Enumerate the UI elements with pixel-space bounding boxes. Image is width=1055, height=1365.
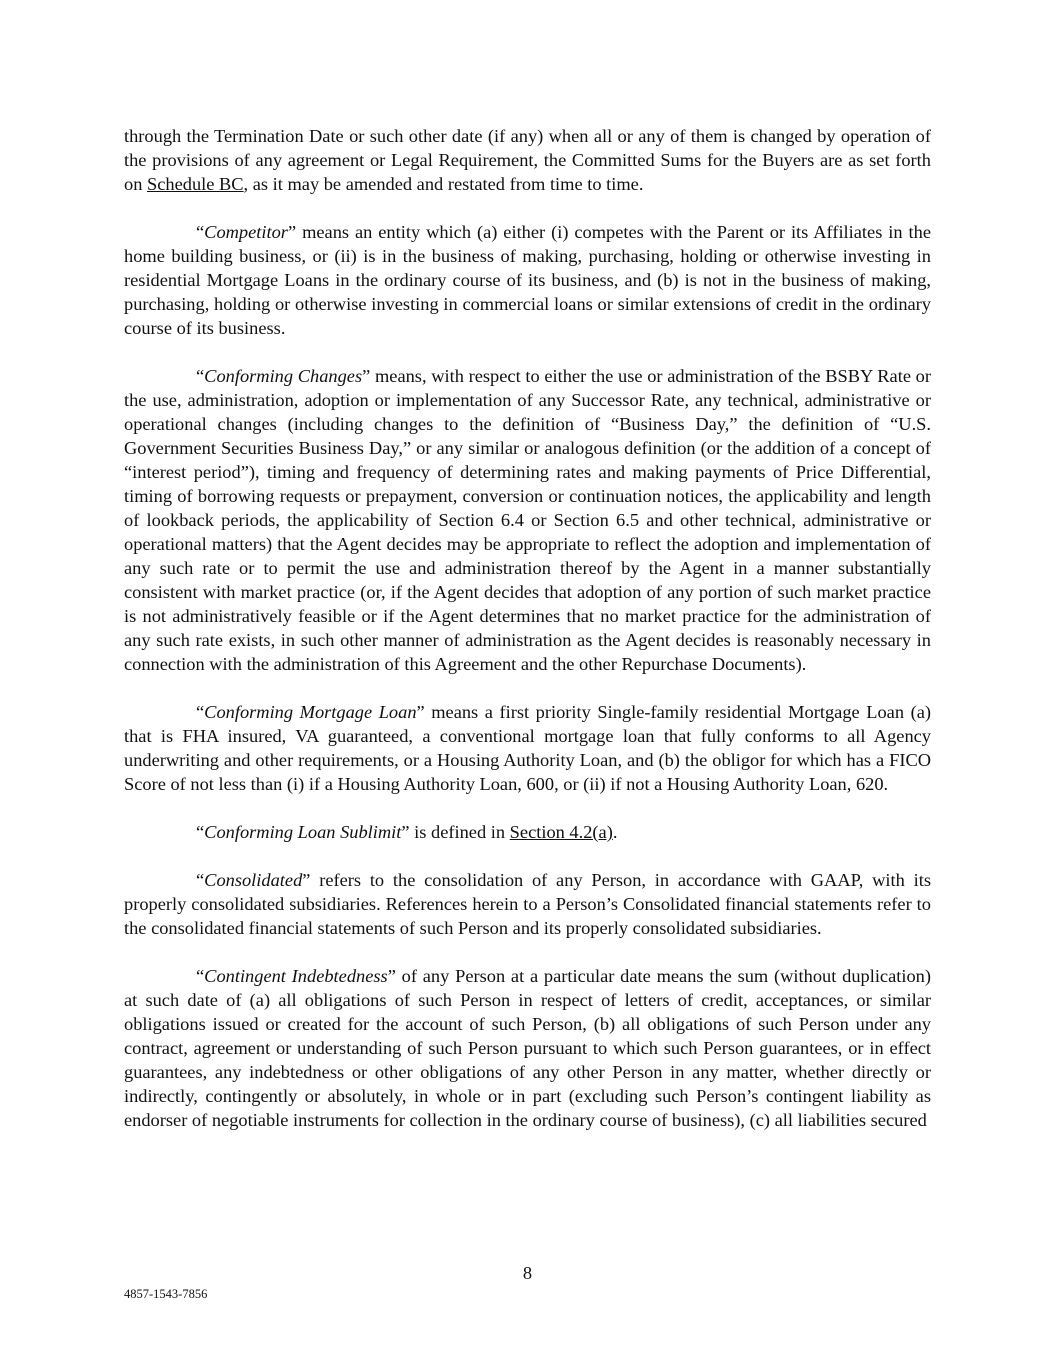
open-quote: “	[196, 366, 205, 386]
open-quote: “	[196, 966, 205, 986]
definition-conforming-changes	[124, 364, 931, 676]
open-quote: “	[196, 822, 205, 842]
open-quote: “	[196, 222, 205, 242]
close-quote: ”	[387, 966, 396, 986]
open-quote: “	[196, 870, 205, 890]
definition-contingent-indebtedness	[124, 964, 931, 1132]
section-4-2a-reference[interactable]: Section 4.2(a)	[509, 822, 613, 842]
close-quote: ”	[362, 366, 371, 386]
period: .	[612, 822, 618, 842]
paragraph-text: through the Termination Date or such other date (if any) when all or any of them is changed by operation of the provisions of any agreement or Legal Requirement, the Committed Sums for the Buyers are as set forth on	[124, 126, 931, 194]
schedule-bc-reference[interactable]: Schedule BC	[147, 174, 244, 194]
definition-body: means an entity which (a) either (i) competes with the Parent or its Affiliates in the home building business, or (ii) is in the business of making, purchasing, holding or otherwise investing in residential Mortgage Loans in the ordinary course of its business, and (b) is not in the business of making, purchasing, holding or otherwise investing in commercial loans or similar extensions of credit in the ordinary course of its business.	[124, 222, 931, 338]
close-quote: ”	[401, 822, 410, 842]
document-page	[124, 124, 931, 1156]
definition-conforming-loan-sublimit	[124, 820, 931, 844]
defined-term: Conforming Mortgage Loan	[204, 702, 417, 722]
close-quote: ”	[302, 870, 311, 890]
paragraph-continuation	[124, 124, 931, 196]
close-quote: ”	[287, 222, 297, 242]
definition-body: of any Person at a particular date means the sum (without duplication) at such date of (a) all obligations of such Person in respect of letters of credit, acceptances, or similar obligations issued or created for the account of such Person, (b) all obligations of such Person under any contract, agreement or understanding of such Person pursuant to which such Person guarantees, or in effect guarantees, any indebtedness or other obligations of any other Person in any matter, whether directly or indirectly, contingently or absolutely, in whole or in part (excluding such Person’s contingent liability as endorser of negotiable instruments for collection in the ordinary course of business), (c) all liabilities secured	[124, 966, 931, 1130]
definition-body: refers to the consolidation of any Person, in accordance with GAAP, with its properly consolidated subsidiaries. References herein to a Person’s Consolidated financial statements refer to the consolidated financial statements of such Person and its properly consolidated subsidiaries.	[124, 870, 931, 938]
definition-body: means, with respect to either the use or administration of the BSBY Rate or the use, administration, adoption or implementation of any Successor Rate, any technical, administrative or operational changes (including changes to the definition of “Business Day,” the definition of “U.S. Government Securities Business Day,” or any similar or analogous definition (or the addition of a concept of “interest period”), timing and frequency of determining rates and making payments of Price Differential, timing of borrowing requests or prepayment, conversion or continuation notices, the applicability and length of lookback periods, the applicability of Section 6.4 or Section 6.5 and other technical, administrative or operational matters) that the Agent decides may be appropriate to reflect the adoption and implementation of any such rate or to permit the use and administration thereof by the Agent in a manner substantially consistent with market practice (or, if the Agent decides that adoption of any portion of such market practice is not administratively feasible or if the Agent determines that no market practice for the administration of any such rate exists, in such other manner of administration as the Agent decides is reasonably necessary in connection with the administration of this Agreement and the other Repurchase Documents).	[124, 366, 931, 674]
page-number: 8	[522, 1263, 533, 1283]
definition-competitor	[124, 220, 931, 340]
definition-body: means a first priority Single-family residential Mortgage Loan (a) that is FHA insured, VA guaranteed, a conventional mortgage loan that fully conforms to all Agency underwriting and other requirements, or a Housing Authority Loan, and (b) the obligor for which has a FICO Score of not less than (i) if a Housing Authority Loan, 600, or (ii) if not a Housing Authority Loan, 620.	[124, 702, 931, 794]
defined-term: Conforming Loan Sublimit	[204, 822, 402, 842]
defined-term: Consolidated	[204, 870, 303, 890]
definition-consolidated	[124, 868, 931, 940]
defined-term: Competitor	[204, 222, 288, 242]
defined-term: Conforming Changes	[204, 366, 363, 386]
definition-conforming-mortgage-loan	[124, 700, 931, 796]
paragraph-text: , as it may be amended and restated from time to time.	[243, 174, 644, 194]
close-quote: ”	[416, 702, 425, 722]
open-quote: “	[196, 702, 205, 722]
defined-term: Contingent Indebtedness	[204, 966, 388, 986]
document-id: 4857-1543-7856	[124, 1287, 208, 1301]
definition-body: is defined in	[409, 822, 510, 842]
